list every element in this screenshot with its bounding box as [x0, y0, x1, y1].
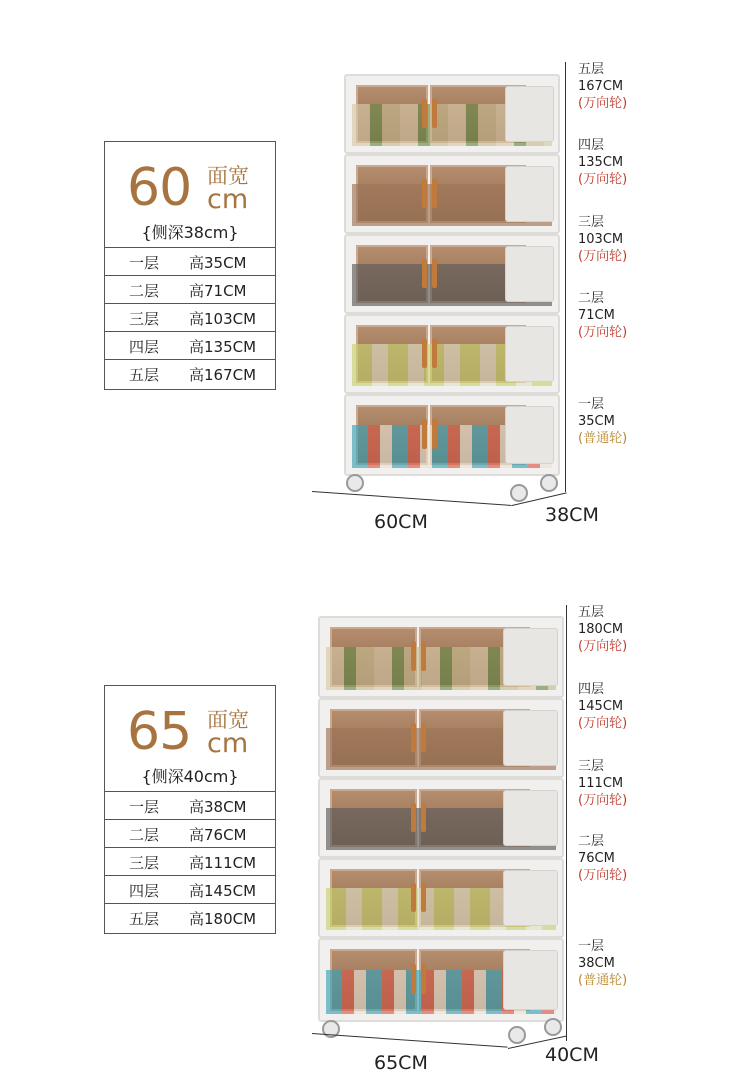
width-unit: cm	[207, 184, 249, 215]
tier-cell: 五层	[129, 910, 160, 928]
height-cell: 高111CM	[189, 854, 257, 872]
tier-cell: 三层	[129, 310, 160, 328]
depth-dimension-label: 38CM	[545, 504, 599, 526]
spec-header	[105, 142, 275, 248]
tier-height-label: 二层 76CM (万向轮)	[578, 834, 628, 883]
tier-height-label: 三层 111CM (万向轮)	[578, 759, 628, 808]
table-row	[105, 792, 275, 820]
wheel-icon	[544, 1018, 562, 1036]
table-row	[105, 360, 275, 387]
table-row	[105, 876, 275, 904]
height-cell: 高35CM	[189, 254, 247, 272]
height-cell: 高180CM	[189, 910, 257, 928]
height-dimension-line	[565, 62, 566, 492]
tier-cell: 四层	[129, 338, 160, 356]
width-number: 65	[127, 702, 192, 762]
height-cell: 高71CM	[189, 282, 247, 300]
height-cell: 高145CM	[189, 882, 257, 900]
table-row	[105, 248, 275, 276]
width-label: 面宽	[207, 164, 249, 188]
tier-cell: 二层	[129, 826, 160, 844]
wheel-icon	[508, 1026, 526, 1044]
depth-text: {侧深40cm}	[141, 767, 239, 786]
height-cell: 高38CM	[189, 798, 247, 816]
cabinet-tier-3	[344, 234, 560, 314]
tier-height-label: 四层 145CM (万向轮)	[578, 682, 628, 731]
cabinet-tier-5	[318, 616, 564, 698]
tier-cell: 三层	[129, 854, 160, 872]
cabinet-tier-5	[344, 74, 560, 154]
tier-height-label: 五层 180CM (万向轮)	[578, 605, 628, 654]
table-row	[105, 276, 275, 304]
depth-dimension-label: 40CM	[545, 1044, 599, 1066]
cabinet-tier-1	[344, 394, 560, 476]
height-cell: 高103CM	[189, 310, 257, 328]
width-dimension-label: 65CM	[374, 1052, 428, 1074]
height-cell: 高167CM	[189, 366, 257, 384]
panel-65cm	[0, 541, 750, 1083]
tier-cell: 一层	[129, 798, 160, 816]
cabinet-tier-2	[318, 858, 564, 938]
wheel-icon	[540, 474, 558, 492]
tier-height-label: 四层 135CM (万向轮)	[578, 138, 628, 187]
spec-table	[104, 685, 276, 934]
table-row	[105, 904, 275, 931]
height-dimension-line	[566, 605, 567, 1041]
cabinet-illustration	[344, 74, 560, 486]
spec-header	[105, 686, 275, 792]
tier-height-label: 二层 71CM (万向轮)	[578, 291, 628, 340]
height-cell: 高76CM	[189, 826, 247, 844]
table-row	[105, 304, 275, 332]
cabinet-tier-3	[318, 778, 564, 858]
tier-height-label: 三层 103CM (万向轮)	[578, 215, 628, 264]
height-cell: 高135CM	[189, 338, 257, 356]
width-dimension-label: 60CM	[374, 511, 428, 533]
tier-cell: 四层	[129, 882, 160, 900]
table-row	[105, 332, 275, 360]
tier-height-label: 五层 167CM (万向轮)	[578, 62, 628, 111]
cabinet-illustration	[318, 616, 564, 1034]
wheel-icon	[510, 484, 528, 502]
cabinet-tier-4	[318, 698, 564, 778]
tier-height-label: 一层 35CM (普通轮)	[578, 397, 628, 446]
width-dimension-line	[312, 1033, 508, 1048]
cabinet-tier-4	[344, 154, 560, 234]
cabinet-tier-1	[318, 938, 564, 1022]
panel-60cm	[0, 0, 750, 541]
tier-cell: 二层	[129, 282, 160, 300]
spec-table	[104, 141, 276, 390]
width-number: 60	[127, 158, 192, 218]
table-row	[105, 820, 275, 848]
width-dimension-line	[312, 491, 512, 506]
wheel-icon	[346, 474, 364, 492]
cabinet-tier-2	[344, 314, 560, 394]
tier-height-label: 一层 38CM (普通轮)	[578, 939, 628, 988]
width-label: 面宽	[207, 708, 249, 732]
tier-cell: 一层	[129, 254, 160, 272]
width-unit: cm	[207, 728, 249, 759]
table-row	[105, 848, 275, 876]
tier-cell: 五层	[129, 366, 160, 384]
depth-text: {侧深38cm}	[141, 223, 239, 242]
